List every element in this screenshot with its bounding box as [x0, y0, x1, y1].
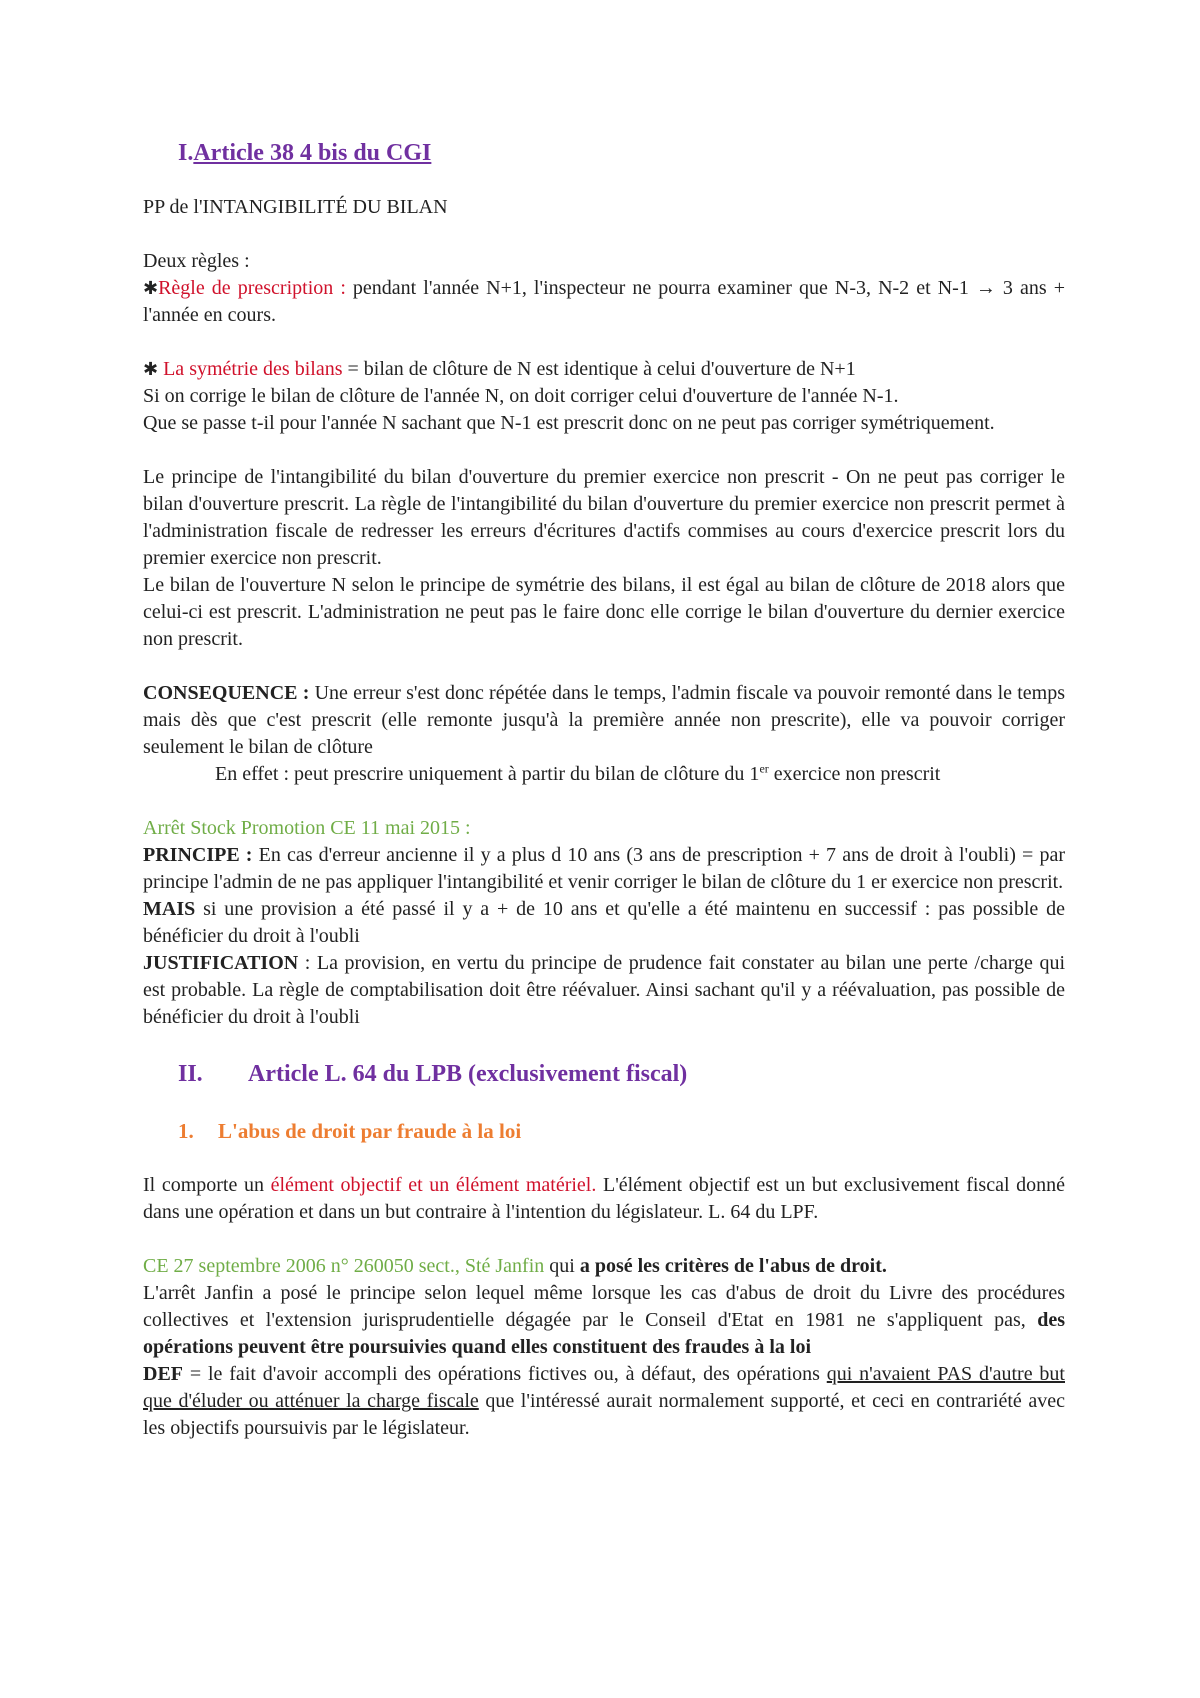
justification-text: : La provision, en vertu du principe de prudence fait constater au bilan une perte /charge qui est probable. La règle de comptabilisation doit être réévaluer. Ainsi sachant qu'il y a réévaluation, pas possible de bénéficier du droit à l'oubli: [143, 952, 1065, 1028]
arret-principe: [143, 842, 1065, 896]
asterisk-icon: ✱: [143, 278, 159, 299]
principe-text: En cas d'erreur ancienne il y a plus d 10 ans (3 ans de prescription + 7 ans de droit à l'oubli) = par principe l'admin de ne pas appliquer l'intangibilité et venir corriger le bilan de clôture du 1 er exercice non prescrit.: [143, 844, 1065, 893]
rule-symmetry-line2: Si on corrige le bilan de clôture de l'année N, on doit corriger celui d'ouverture de l'année N-1.: [143, 385, 899, 407]
rule-prescription: [143, 275, 1065, 329]
principe-label: PRINCIPE :: [143, 844, 253, 866]
consequence-label: CONSEQUENCE :: [143, 682, 310, 704]
section-1-title: Article 38 4 bis du CGI: [193, 140, 432, 166]
arret-mais: [143, 896, 1065, 950]
rule-symmetry: [143, 356, 1065, 383]
abus-paragraph: Il comporte un élément objectif et un élément matériel. L'élément objectif est un but exclusivement fiscal donné dans une opération et dans un but contraire à l'intention du législateur. L. 64 du LPF.: [143, 1174, 1066, 1223]
consequence-effect: En effet : peut prescrire uniquement à partir du bilan de clôture du 1er exercice non prescrit: [215, 761, 941, 785]
subsection-1-title: L'abus de droit par fraude à la loi: [218, 1119, 522, 1143]
rule-prescription-text: pendant l'année N+1, l'inspecteur ne pourra examiner que N-3, N-2 et N-1 → 3 ans + l'année en cours.: [143, 277, 1065, 326]
section-1-subtitle: PP de l'INTANGIBILITÉ DU BILAN: [143, 196, 448, 218]
arret-justification: [143, 950, 1065, 1031]
rule-symmetry-line3: Que se passe t-il pour l'année N sachant que N-1 est prescrit donc on ne peut pas corriger symétriquement.: [143, 412, 995, 434]
section-2-heading: [178, 1061, 1065, 1088]
arret-stock-promotion-title: Arrêt Stock Promotion CE 11 mai 2015 :: [143, 817, 471, 839]
section-1-number: I.: [178, 140, 194, 166]
rule-symmetry-label: La symétrie des bilans: [163, 358, 343, 380]
mais-label: MAIS: [143, 898, 196, 920]
definition-underlined: qui n'avaient PAS d'autre but que d'éluder ou atténuer la charge fiscale: [143, 1363, 1065, 1412]
asterisk-icon: ✱: [143, 359, 159, 380]
paragraph-intangibility: Le principe de l'intangibilité du bilan d'ouverture du premier exercice non prescrit - On ne peut pas corriger le bilan d'ouverture prescrit. La règle de l'intangibilité du bilan d'ouverture du premier exercice non prescrit permet à l'administration fiscale de redresser les erreurs d'écritures d'actifs commises au cours d'exercice prescrit lors du premier exercice non prescrit.: [143, 466, 1065, 569]
rule-prescription-label: Règle de prescription :: [158, 277, 346, 299]
subsection-1-number: 1.: [178, 1119, 194, 1143]
subsection-1-heading: [178, 1118, 1065, 1145]
janfin-text: L'arrêt Janfin a posé le principe selon lequel même lorsque les cas d'abus de droit du Livre des procédures collectives et l'extension jurisprudentielle dégagée par le Conseil d'Etat en 1981 ne s'appliquent pas, des opérations peuvent être poursuivies quand elles constituent des fraudes à la loi: [143, 1282, 1065, 1358]
definition-paragraph: DEF = le fait d'avoir accompli des opérations fictives ou, à défaut, des opérations qui n'avaient PAS d'autre but que d'éluder ou atténuer la charge fiscale que l'intéressé aurait normalement supporté, et ceci en contrariété avec les objectifs poursuivis par le législateur.: [143, 1363, 1065, 1439]
consequence-text: Une erreur s'est donc répétée dans le temps, l'admin fiscale va pouvoir remonté dans le temps mais dès que c'est prescrit (elle remonte jusqu'à la première année non prescrite), elle va pouvoir corriger seulement le bilan de clôture: [143, 682, 1066, 758]
element-objectif-highlight: élément objectif et un élément matériel.: [270, 1174, 597, 1196]
janfin-bold: a posé les critères de l'abus de droit.: [579, 1255, 887, 1277]
document-content: [143, 140, 1065, 1442]
janfin-ref: CE 27 septembre 2006 n° 260050 sect., Sté Janfin: [143, 1255, 545, 1277]
section-2-title: Article L. 64 du LPB (exclusivement fiscal): [248, 1061, 688, 1087]
section-2-number: II.: [178, 1061, 203, 1087]
justification-label: JUSTIFICATION: [143, 952, 299, 974]
definition-label: DEF: [143, 1363, 183, 1385]
rule-symmetry-text: = bilan de clôture de N est identique à celui d'ouverture de N+1: [342, 358, 856, 380]
consequence-paragraph: [143, 680, 1065, 761]
janfin-reference: CE 27 septembre 2006 n° 260050 sect., Sté Janfin qui a posé les critères de l'abus de droit.: [143, 1255, 887, 1277]
mais-text: si une provision a été passé il y a + de 10 ans et qu'elle a été maintenu en successif : pas possible de bénéficier du droit à l'oubli: [143, 898, 1065, 947]
section-1-heading: [178, 140, 1065, 167]
janfin-text-bold: des opérations peuvent être poursuivies quand elles constituent des fraudes à la loi: [143, 1309, 1065, 1358]
rules-intro: Deux règles :: [143, 250, 250, 272]
paragraph-opening-balance: Le bilan de l'ouverture N selon le principe de symétrie des bilans, il est égal au bilan de clôture de 2018 alors que celui-ci est prescrit. L'administration ne peut pas le faire donc elle corrige le bilan d'ouverture du dernier exercice non prescrit.: [143, 574, 1065, 650]
